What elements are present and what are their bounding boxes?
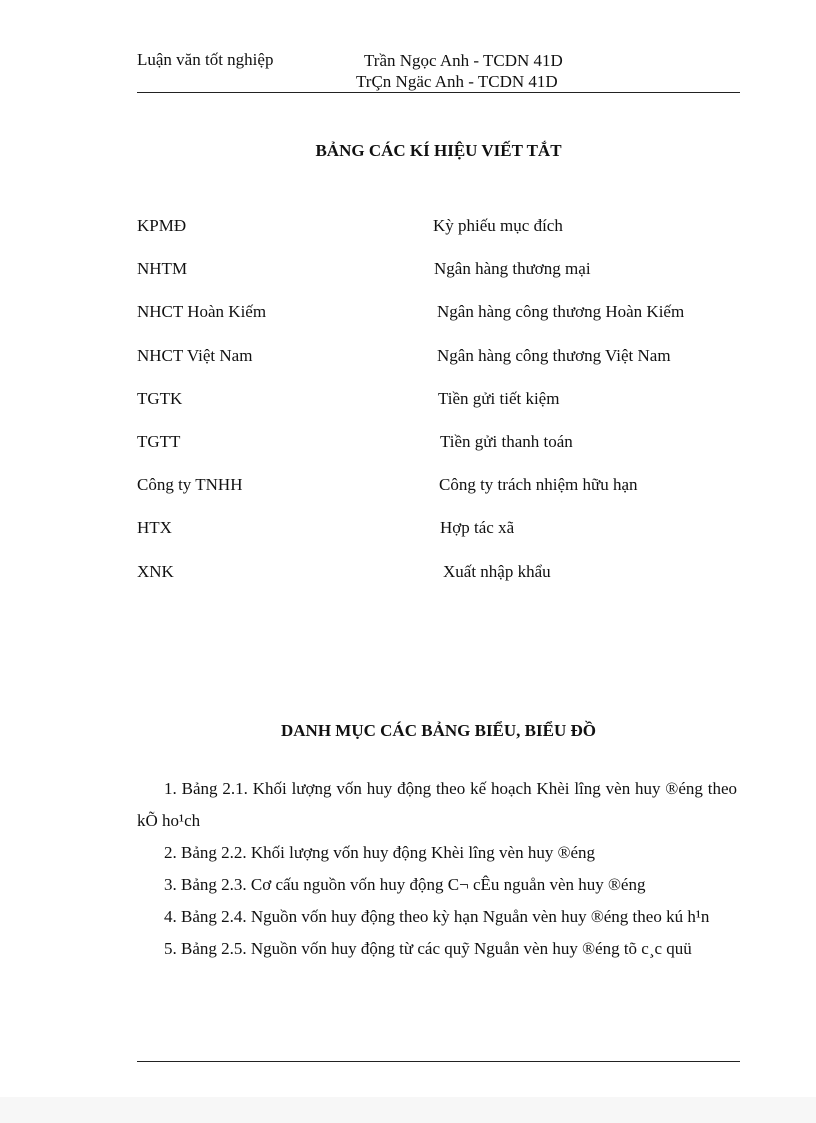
header-left-text: Luận văn tốt nghiệp (137, 50, 274, 69)
tables-list-item: 5. Bảng 2.5. Nguồn vốn huy động từ các quỹ Nguån vèn huy ®éng tõ c¸c quü (164, 939, 692, 958)
page-bottom-margin (0, 1097, 816, 1123)
abbreviation-row (137, 562, 740, 605)
header-author (356, 50, 563, 92)
abbreviation-term: NHCT Hoàn Kiếm (137, 302, 267, 322)
abbreviation-meaning: Công ty trách nhiệm hữu hạn (439, 475, 638, 495)
abbreviation-row (137, 216, 740, 259)
abbreviation-term: NHTM (137, 259, 188, 279)
header-author-line-1: Trần Ngọc Anh - TCDN 41D (364, 51, 563, 70)
abbreviation-row (137, 432, 740, 475)
abbreviation-term: TGTT (137, 431, 181, 451)
abbreviation-meaning: Ngân hàng thương mại (434, 259, 591, 279)
tables-list-item: 2. Bảng 2.2. Khối lượng vốn huy động Khèi lîng vèn huy ®éng (164, 843, 596, 862)
tables-list-item: 4. Bảng 2.4. Nguồn vốn huy động theo kỳ hạn Nguån vèn huy ®éng theo kú h¹n (164, 907, 710, 926)
abbreviation-row (137, 259, 740, 302)
abbreviation-row (137, 302, 740, 345)
tables-list-item: 3. Bảng 2.3. Cơ cấu nguồn vốn huy động C¬ cÊu nguån vèn huy ®éng (164, 875, 646, 894)
abbreviation-term: HTX (137, 518, 172, 538)
abbreviation-meaning: Ngân hàng công thương Việt Nam (437, 345, 671, 365)
abbreviations-list (137, 216, 740, 605)
abbreviation-meaning: Tiền gửi tiết kiệm (438, 388, 560, 408)
abbreviation-term: KPMĐ (137, 216, 187, 235)
abbreviation-term: Công ty TNHH (137, 475, 243, 495)
abbreviation-meaning: Hợp tác xã (440, 518, 515, 538)
header-author-line-2: TrÇn Ngäc Anh - TCDN 41D (356, 72, 558, 91)
abbreviations-title: BẢNG CÁC KÍ HIỆU VIẾT TẮT (315, 141, 562, 160)
abbreviation-row (137, 475, 740, 518)
tables-list-item: 1. Bảng 2.1. Khối lượng vốn huy động theo kế hoạch Khèi lîng vèn huy ®éng theo kÕ ho¹ch (137, 779, 737, 830)
abbreviation-term: TGTK (137, 388, 183, 408)
footer-divider (137, 1061, 740, 1062)
abbreviation-row (137, 518, 740, 561)
tables-list (137, 773, 737, 965)
header-divider (137, 92, 740, 93)
abbreviation-row (137, 346, 740, 389)
abbreviation-meaning: Xuất nhập khẩu (443, 561, 551, 581)
abbreviation-meaning: Tiền gửi thanh toán (440, 431, 573, 451)
abbreviation-term: XNK (137, 561, 174, 581)
tables-list-title: DANH MỤC CÁC BẢNG BIỂU, BIỂU ĐỒ (281, 721, 596, 740)
abbreviation-meaning: Ngân hàng công thương Hoàn Kiếm (437, 302, 685, 322)
abbreviation-meaning: Kỳ phiếu mục đích (433, 216, 563, 235)
abbreviation-term: NHCT Việt Nam (137, 345, 253, 365)
abbreviation-row (137, 389, 740, 432)
